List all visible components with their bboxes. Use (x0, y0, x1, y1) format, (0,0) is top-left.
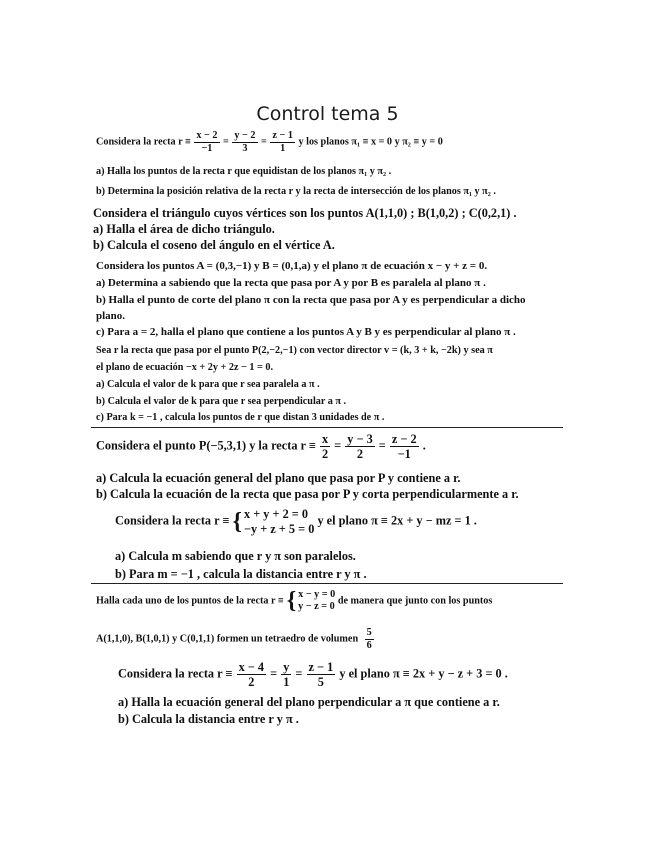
ex1-item-a: a) Halla los puntos de la recta r que equidistan de los planos π₁ y π₂ . (96, 166, 392, 177)
ex1-planes-text: y los planos π₁ ≡ x = 0 y π₂ ≡ y = 0 (298, 136, 443, 148)
ex8-fraction-y: $\frac{y}{1}$ (283, 660, 290, 690)
ex8-line-name: r ≡ (217, 666, 233, 681)
ex5-fraction-x: $\frac{x}{2}$ (321, 432, 329, 462)
ex3-item-b-line1: b) Halla el punto de corte del plano π con la recta que pasa por A y es perpendicular a dicho (96, 294, 526, 306)
ex6-line-name: r ≡ (214, 513, 230, 528)
ex1-statement: Considera la recta r ≡ $\frac{x - 2}{-1}$ = $\frac{y - 2}{3}$ = $\frac{z - 1}{1}$ y los planos π₁ ≡ x = 0 y π₂ ≡ y = 0 (96, 130, 443, 154)
ex8-fraction-x: $\frac{x - 4}{2}$ (238, 660, 265, 690)
ex3-item-c: c) Para a = 2, halla el plano que contiene a los puntos A y B y es perpendicular al plano π . (96, 326, 516, 338)
ex8-item-a: a) Halla la ecuación general del plano perpendicular a π que contiene a r. (118, 695, 500, 709)
ex1-fraction-y: $\frac{y - 2}{3}$ (234, 130, 256, 154)
divider-2 (91, 583, 563, 584)
ex4-statement-line2: el plano de ecuación −x + 2y + 2z − 1 = 0. (96, 362, 274, 373)
ex7-statement-text-3: A(1,1,0), B(1,0,1) y C(0,1,1) formen un tetraedro de volumen (96, 633, 359, 645)
ex4-item-b: b) Calcula el valor de k para que r sea perpendicular a π . (96, 396, 347, 407)
ex5-statement: Considera el punto P(−5,3,1) y la recta r ≡ $\frac{x}{2}$ = $\frac{y - 3}{2}$ = $\frac{z - 2}{-1}$ . (96, 432, 426, 462)
ex8-statement-text: Considera la recta (118, 666, 215, 681)
ex7-statement-line2 (96, 627, 375, 651)
ex2-item-a: a) Halla el área de dicho triángulo. (93, 222, 275, 236)
ex7-statement-text: Halla cada uno de los puntos de la recta (96, 595, 269, 607)
ex7-system: x − y = 0 y − z = 0 (298, 589, 336, 613)
ex4-item-a: a) Calcula el valor de k para que r sea paralela a π . (96, 379, 320, 390)
ex5-statement-text: Considera el punto P(−5,3,1) y la recta (96, 438, 298, 453)
ex6-system: x + y + 2 = 0 −y + z + 5 = 0 (243, 507, 315, 536)
ex6-plane-text: y el plano π ≡ 2x + y − mz = 1 . (317, 513, 477, 528)
ex1-fraction-z: $\frac{z - 1}{1}$ (272, 130, 293, 154)
ex5-line-name: r ≡ (300, 438, 316, 453)
ex5-item-a: a) Calcula la ecuación general del plano que pasa por P y contiene a r. (96, 471, 461, 485)
ex4-statement-line1: Sea r la recta que pasa por el punto P(2,−2,−1) con vector director v = (k, 3 + k, −2k) y sea π (96, 345, 493, 356)
ex1-fraction-x: $\frac{x - 2}{-1}$ (196, 130, 218, 154)
ex2-item-b: b) Calcula el coseno del ángulo en el vértice A. (93, 238, 335, 252)
ex4-item-c: c) Para k = −1 , calcula los puntos de r que distan 3 unidades de π . (96, 412, 385, 423)
ex1-item-b: b) Determina la posición relativa de la recta r y la recta de intersección de los planos π₁ y π₂ . (96, 186, 496, 197)
ex6-statement (115, 507, 477, 537)
ex1-line-name: r ≡ (178, 136, 191, 148)
divider-1 (91, 427, 563, 428)
ex7-line-name: r ≡ (271, 595, 284, 607)
ex8-plane-text: y el plano π ≡ 2x + y − z + 3 = 0 . (339, 666, 508, 681)
ex7-brace: { (286, 588, 297, 615)
ex8-fraction-z: $\frac{z - 1}{5}$ (308, 660, 334, 690)
ex7-volume-fraction: $\frac{5}{6}$ (366, 627, 372, 651)
ex7-statement-text-2: de manera que junto con los puntos (337, 595, 493, 607)
ex8-item-b: b) Calcula la distancia entre r y π . (118, 712, 299, 726)
ex8-statement: Considera la recta r ≡ $\frac{x - 4}{2}$ = $\frac{y}{1}$ = $\frac{z - 1}{5}$ y el plano π ≡ 2x + y − z + 3 = 0 . (118, 660, 508, 690)
ex3-statement: Considera los puntos A = (0,3,−1) y B = (0,1,a) y el plano π de ecuación x − y + z = 0. (96, 260, 488, 272)
ex3-item-a: a) Determina a sabiendo que la recta que pasa por A y por B es paralela al plano π . (96, 277, 486, 289)
ex6-statement-text: Considera la recta (115, 513, 212, 528)
ex3-item-b-line2: plano. (96, 310, 126, 322)
ex1-statement-text: Considera la recta (96, 136, 176, 148)
page-title: Control tema 5 (256, 103, 399, 125)
ex7-statement-line1 (96, 589, 492, 613)
ex6-item-b: b) Para m = −1 , calcula la distancia entre r y π . (115, 567, 367, 581)
ex5-fraction-y: $\frac{y - 3}{2}$ (347, 432, 373, 462)
ex5-fraction-z: $\frac{z - 2}{-1}$ (391, 432, 417, 462)
ex2-statement: Considera el triángulo cuyos vértices son los puntos A(1,1,0) ; B(1,0,2) ; C(0,2,1) . (93, 206, 517, 220)
ex6-brace: { (232, 508, 242, 535)
ex5-item-b: b) Calcula la ecuación de la recta que pasa por P y corta perpendicularmente a r. (96, 487, 519, 501)
ex6-item-a: a) Calcula m sabiendo que r y π son paralelos. (115, 549, 356, 563)
